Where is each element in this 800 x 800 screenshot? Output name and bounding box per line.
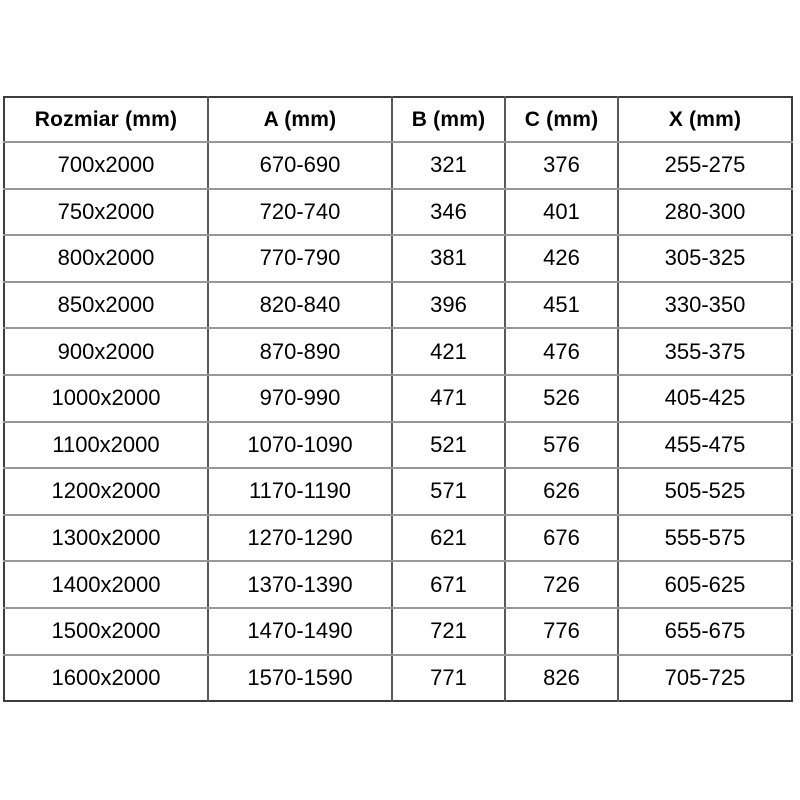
table-cell: 346 <box>392 189 505 236</box>
column-header: A (mm) <box>208 97 392 142</box>
column-header: Rozmiar (mm) <box>4 97 208 142</box>
table-cell: 721 <box>392 608 505 655</box>
column-header: B (mm) <box>392 97 505 142</box>
table-cell: 671 <box>392 561 505 608</box>
table-cell: 505-525 <box>618 468 792 515</box>
table-cell: 1100x2000 <box>4 422 208 469</box>
table-cell: 255-275 <box>618 142 792 189</box>
table-cell: 1000x2000 <box>4 375 208 422</box>
table-cell: 426 <box>505 235 618 282</box>
table-cell: 396 <box>392 282 505 329</box>
table-cell: 330-350 <box>618 282 792 329</box>
table-cell: 1270-1290 <box>208 515 392 562</box>
table-cell: 1570-1590 <box>208 655 392 702</box>
table-cell: 321 <box>392 142 505 189</box>
table-cell: 676 <box>505 515 618 562</box>
table-row <box>4 655 792 702</box>
table-cell: 381 <box>392 235 505 282</box>
table-cell: 700x2000 <box>4 142 208 189</box>
table-cell: 626 <box>505 468 618 515</box>
table-cell: 820-840 <box>208 282 392 329</box>
table-cell: 1600x2000 <box>4 655 208 702</box>
table-cell: 1170-1190 <box>208 468 392 515</box>
table-cell: 771 <box>392 655 505 702</box>
table-cell: 451 <box>505 282 618 329</box>
table-cell: 621 <box>392 515 505 562</box>
table-cell: 1200x2000 <box>4 468 208 515</box>
table-row <box>4 282 792 329</box>
table-row <box>4 561 792 608</box>
table-cell: 1300x2000 <box>4 515 208 562</box>
column-header: X (mm) <box>618 97 792 142</box>
table-cell: 670-690 <box>208 142 392 189</box>
table-row <box>4 515 792 562</box>
table-cell: 826 <box>505 655 618 702</box>
column-header: C (mm) <box>505 97 618 142</box>
table-cell: 605-625 <box>618 561 792 608</box>
table-cell: 800x2000 <box>4 235 208 282</box>
table-cell: 355-375 <box>618 328 792 375</box>
table-cell: 770-790 <box>208 235 392 282</box>
table-cell: 576 <box>505 422 618 469</box>
table-row <box>4 468 792 515</box>
table-cell: 970-990 <box>208 375 392 422</box>
table-cell: 521 <box>392 422 505 469</box>
table-cell: 705-725 <box>618 655 792 702</box>
table-cell: 305-325 <box>618 235 792 282</box>
table-row <box>4 608 792 655</box>
table-cell: 376 <box>505 142 618 189</box>
table-cell: 750x2000 <box>4 189 208 236</box>
table-cell: 1400x2000 <box>4 561 208 608</box>
table-cell: 655-675 <box>618 608 792 655</box>
table-cell: 1500x2000 <box>4 608 208 655</box>
table-cell: 720-740 <box>208 189 392 236</box>
table-cell: 555-575 <box>618 515 792 562</box>
table-cell: 726 <box>505 561 618 608</box>
table-cell: 571 <box>392 468 505 515</box>
table-row <box>4 189 792 236</box>
table-header-row <box>4 97 792 142</box>
table-cell: 1070-1090 <box>208 422 392 469</box>
table-cell: 776 <box>505 608 618 655</box>
table-cell: 526 <box>505 375 618 422</box>
table-row <box>4 328 792 375</box>
table-row <box>4 375 792 422</box>
table-cell: 850x2000 <box>4 282 208 329</box>
table-row <box>4 235 792 282</box>
table-cell: 476 <box>505 328 618 375</box>
table-cell: 455-475 <box>618 422 792 469</box>
table-cell: 280-300 <box>618 189 792 236</box>
table-cell: 471 <box>392 375 505 422</box>
sizing-table <box>3 96 793 702</box>
table-cell: 1370-1390 <box>208 561 392 608</box>
table-row <box>4 422 792 469</box>
table-cell: 900x2000 <box>4 328 208 375</box>
table-cell: 870-890 <box>208 328 392 375</box>
table-cell: 421 <box>392 328 505 375</box>
table-cell: 401 <box>505 189 618 236</box>
table-row <box>4 142 792 189</box>
table-cell: 1470-1490 <box>208 608 392 655</box>
table-cell: 405-425 <box>618 375 792 422</box>
